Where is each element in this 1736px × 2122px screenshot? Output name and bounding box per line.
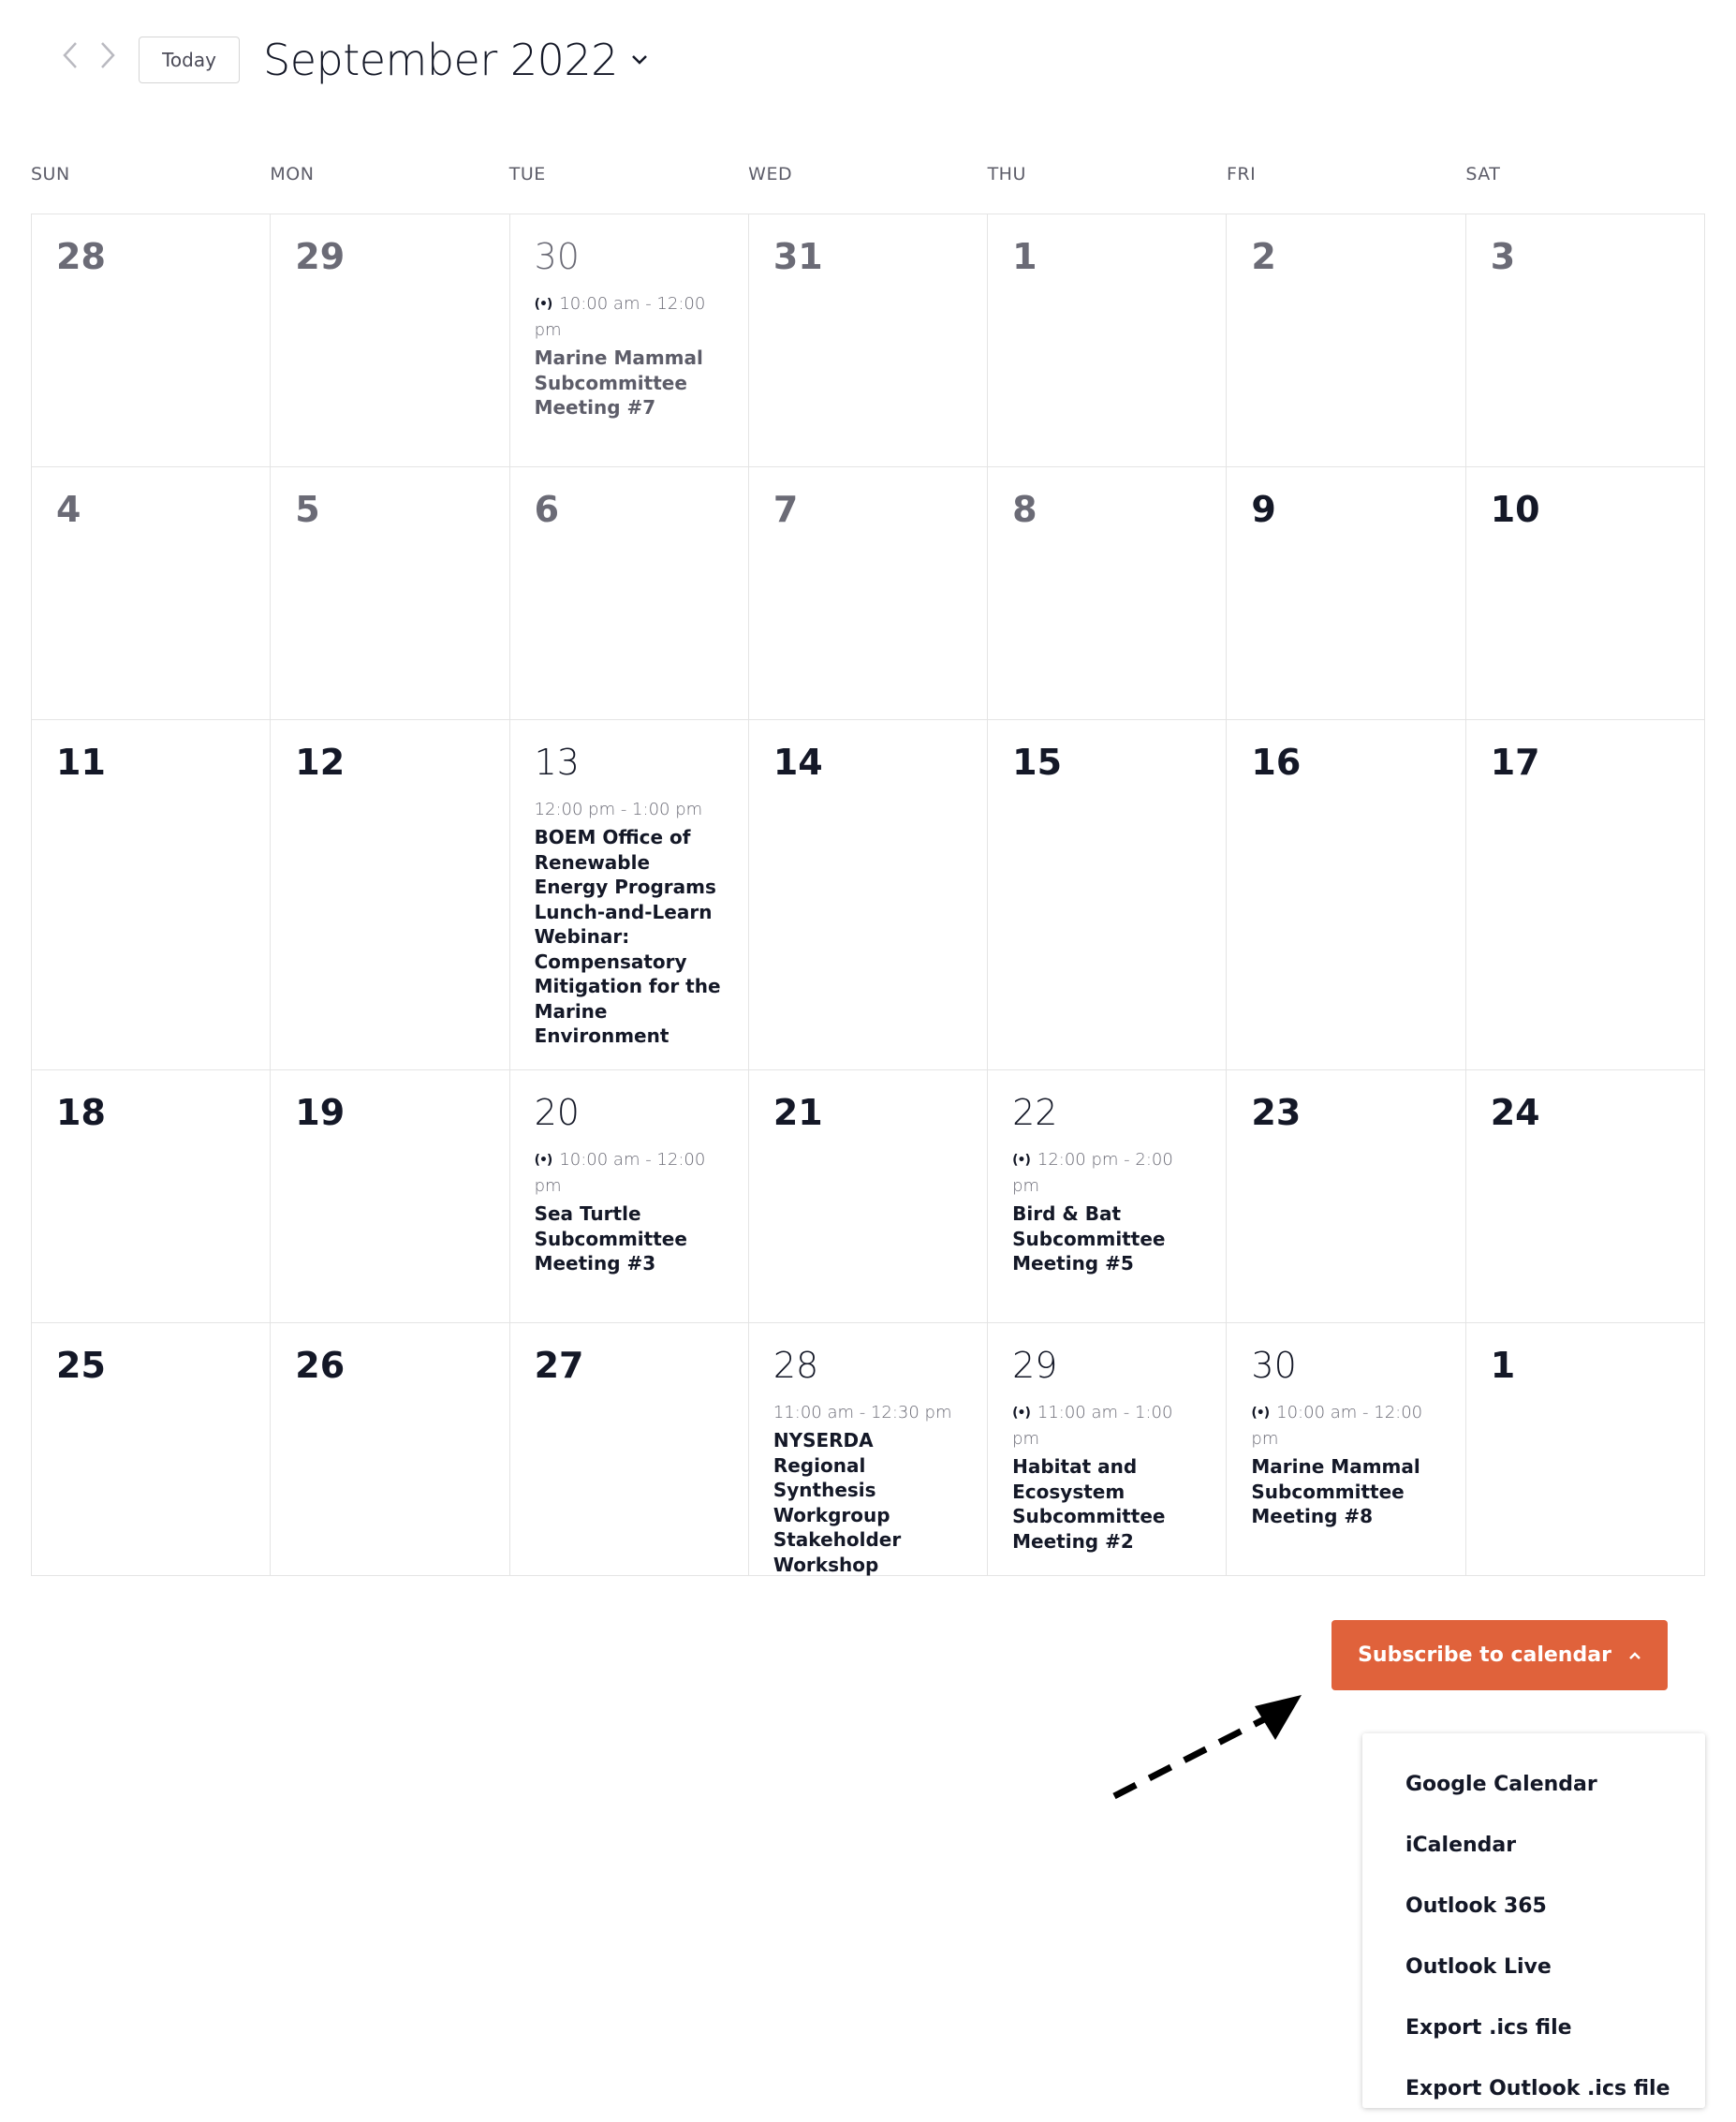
weekday-header-thu: THU [987,164,1026,184]
calendar-event [535,291,724,420]
day-number[interactable]: 21 [772,1092,823,1133]
day-cell[interactable] [749,720,988,1069]
month-grid [31,214,1705,1576]
annotation-arrow-icon [1105,1676,1320,1807]
virtual-event-icon: (•) [1251,1406,1270,1421]
calendar-event [1251,1400,1440,1529]
day-number[interactable]: 24 [1490,1092,1540,1133]
event-time-text: 10:00 am - 12:00 pm [1251,1403,1423,1449]
day-number[interactable]: 28 [56,236,106,277]
event-time-text: 12:00 pm - 2:00 pm [1012,1150,1173,1196]
day-number[interactable]: 13 [534,742,580,783]
day-cell[interactable] [271,214,509,466]
day-cell[interactable] [988,467,1227,719]
event-time-text: 11:00 am - 12:30 pm [772,1403,952,1422]
week-row [32,1323,1705,1576]
today-button[interactable]: Today [139,37,240,83]
week-row [32,1070,1705,1323]
subscribe-option-icalendar[interactable]: iCalendar [1405,1834,1517,1857]
event-time [1251,1400,1440,1452]
day-cell[interactable] [749,1323,988,1575]
month-picker-button[interactable] [263,28,648,92]
day-number[interactable]: 16 [1251,742,1302,783]
event-time [535,797,724,823]
chevron-down-icon [631,54,648,66]
day-cell[interactable] [749,1070,988,1322]
week-row [32,214,1705,467]
subscribe-option-outlook-live[interactable]: Outlook Live [1405,1955,1552,1979]
day-number[interactable]: 3 [1490,236,1516,277]
event-time [1012,1400,1201,1452]
day-number[interactable]: 1 [1012,236,1037,277]
event-time [535,291,724,344]
event-title-link[interactable]: NYSERDA Regional Synthesis Workgroup Stakeholder Workshop [772,1429,902,1576]
event-title-link[interactable]: BOEM Office of Renewable Energy Programs Lunch-and-Learn Webinar: Compensatory Mitigation for the Marine Environment [534,826,721,1047]
calendar-event [535,1147,724,1276]
chevron-right-icon [100,41,115,69]
day-cell[interactable] [1466,467,1705,719]
calendar-event [535,797,724,1049]
event-time-text: 10:00 am - 12:00 pm [534,1150,706,1196]
day-cell[interactable] [1227,720,1465,1069]
day-number[interactable]: 19 [295,1092,346,1133]
day-cell[interactable] [749,214,988,466]
day-cell[interactable] [510,1323,749,1575]
day-cell[interactable] [988,1070,1227,1322]
weekday-header-fri: FRI [1226,164,1257,184]
day-cell[interactable] [271,720,509,1069]
weekday-header-wed: WED [748,164,793,184]
day-cell[interactable] [32,214,271,466]
day-number[interactable]: 27 [534,1345,584,1386]
subscribe-option-google-calendar[interactable]: Google Calendar [1405,1773,1597,1796]
event-time [773,1400,963,1426]
virtual-event-icon: (•) [1012,1153,1030,1168]
subscribe-option-export-ics-file[interactable]: Export .ics file [1405,2016,1572,2040]
virtual-event-icon: (•) [1012,1406,1030,1421]
day-number[interactable]: 14 [772,742,823,783]
event-title-link[interactable]: Sea Turtle Subcommittee Meeting #3 [534,1202,687,1275]
day-cell[interactable] [32,1323,271,1575]
week-row [32,467,1705,720]
page-title: September 2022 [263,35,618,85]
day-cell[interactable] [988,720,1227,1069]
event-time-text: 11:00 am - 1:00 pm [1012,1403,1173,1449]
day-number[interactable]: 30 [1251,1345,1297,1386]
day-number[interactable]: 18 [56,1092,106,1133]
day-number[interactable]: 1 [1490,1345,1516,1386]
subscribe-option-outlook-365[interactable]: Outlook 365 [1405,1894,1547,1918]
day-cell[interactable] [271,1070,509,1322]
event-time-text: 12:00 pm - 1:00 pm [534,800,703,819]
virtual-event-icon: (•) [534,297,552,312]
day-number[interactable]: 8 [1012,489,1037,530]
day-number[interactable]: 10 [1490,489,1540,530]
event-time [1012,1147,1201,1200]
day-cell[interactable] [988,1323,1227,1575]
day-cell[interactable] [510,214,749,466]
day-cell[interactable] [1227,467,1465,719]
day-number[interactable]: 20 [534,1092,580,1133]
day-cell[interactable] [32,1070,271,1322]
calendar-toolbar [0,0,1736,122]
next-month-button[interactable] [94,39,122,71]
day-cell[interactable] [988,214,1227,466]
event-title-link[interactable]: Marine Mammal Subcommittee Meeting #8 [1251,1455,1420,1527]
day-cell[interactable] [32,720,271,1069]
subscribe-dropdown-menu [1362,1733,1705,2108]
day-number[interactable]: 15 [1012,742,1063,783]
subscribe-to-calendar-button[interactable] [1331,1620,1668,1690]
week-row [32,720,1705,1070]
day-number[interactable]: 2 [1251,236,1276,277]
prev-month-button[interactable] [56,39,84,71]
day-cell[interactable] [1466,720,1705,1069]
event-time [535,1147,724,1200]
weekday-header-mon: MON [270,164,315,184]
calendar-event [773,1400,963,1577]
day-cell[interactable] [510,720,749,1069]
day-number[interactable]: 22 [1012,1092,1058,1133]
day-number[interactable]: 6 [534,489,560,530]
day-cell[interactable] [271,467,509,719]
weekday-header-sat: SAT [1465,164,1501,184]
event-title-link[interactable]: Bird & Bat Subcommittee Meeting #5 [1012,1202,1166,1275]
day-number[interactable]: 12 [295,742,346,783]
event-time-text: 10:00 am - 12:00 pm [534,294,706,340]
day-number[interactable]: 23 [1251,1092,1302,1133]
day-number[interactable]: 7 [772,489,799,530]
chevron-left-icon [63,41,78,69]
day-number[interactable]: 5 [295,489,320,530]
virtual-event-icon: (•) [534,1153,552,1168]
day-cell[interactable] [1466,214,1705,466]
day-number[interactable]: 4 [56,489,81,530]
day-number[interactable]: 26 [295,1345,346,1386]
day-cell[interactable] [510,1070,749,1322]
day-number[interactable]: 25 [56,1345,106,1386]
day-cell[interactable] [1466,1323,1705,1575]
day-cell[interactable] [32,467,271,719]
day-number[interactable]: 9 [1251,489,1276,530]
day-number[interactable]: 30 [534,236,580,277]
chevron-up-icon [1628,1651,1641,1660]
subscribe-label: Subscribe to calendar [1358,1643,1611,1667]
weekday-header-row [31,164,1705,192]
day-number[interactable]: 29 [1012,1345,1058,1386]
event-title-link[interactable]: Marine Mammal Subcommittee Meeting #7 [534,346,703,419]
calendar-event [1012,1400,1201,1554]
day-number[interactable]: 17 [1490,742,1540,783]
day-cell[interactable] [1227,214,1465,466]
day-cell[interactable] [271,1323,509,1575]
day-cell[interactable] [510,467,749,719]
day-number[interactable]: 31 [772,236,823,277]
day-cell[interactable] [1466,1070,1705,1322]
subscribe-option-export-outlook-ics-file[interactable]: Export Outlook .ics file [1405,2077,1670,2100]
day-cell[interactable] [1227,1070,1465,1322]
day-cell[interactable] [1227,1323,1465,1575]
day-number[interactable]: 28 [772,1345,819,1386]
day-cell[interactable] [749,467,988,719]
weekday-header-tue: TUE [508,164,546,184]
weekday-header-sun: SUN [31,164,70,184]
day-number[interactable]: 29 [295,236,346,277]
event-title-link[interactable]: Habitat and Ecosystem Subcommittee Meeting #2 [1012,1455,1166,1553]
day-number[interactable]: 11 [56,742,106,783]
calendar-event [1012,1147,1201,1276]
